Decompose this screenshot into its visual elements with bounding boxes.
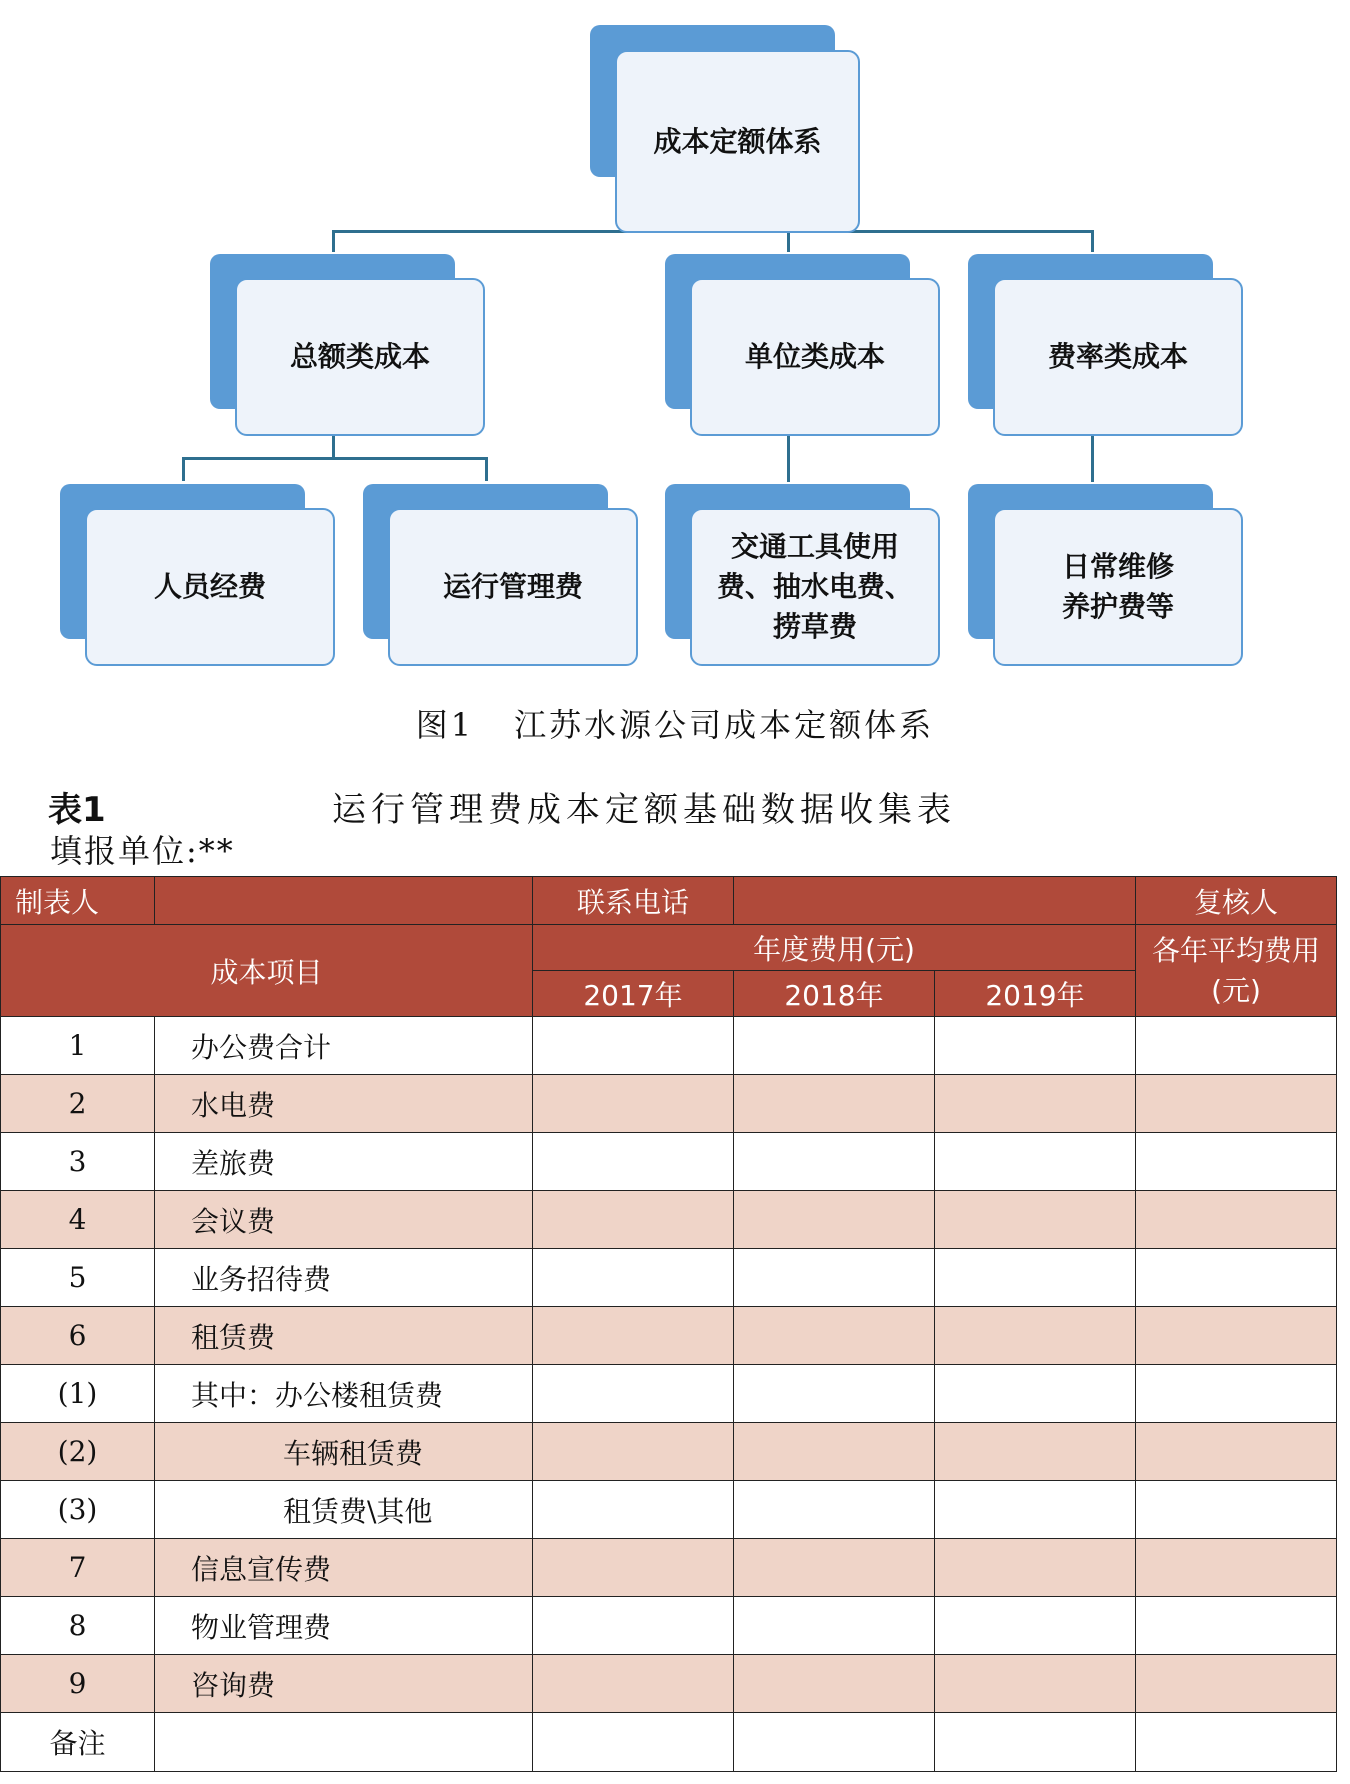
row-item: 租赁费\其他 (155, 1481, 533, 1539)
row-index: 3 (1, 1133, 155, 1191)
node-transport-label (690, 508, 940, 666)
phone-value (734, 877, 1136, 925)
cell-2019[interactable] (935, 1365, 1136, 1423)
cell-2019[interactable] (935, 1539, 1136, 1597)
row-item: 业务招待费 (155, 1249, 533, 1307)
row-index: (1) (1, 1365, 155, 1423)
cell-2018[interactable] (734, 1249, 935, 1307)
row-index: 9 (1, 1655, 155, 1713)
row-item: 其中：办公楼租赁费 (155, 1365, 533, 1423)
node-personnel-label: 人员经费 (85, 508, 335, 666)
cell-2018[interactable] (734, 1191, 935, 1249)
year-2019-header: 2019年 (935, 971, 1136, 1017)
row-item: 差旅费 (155, 1133, 533, 1191)
remarks-row (1, 1713, 1337, 1772)
connector (1091, 230, 1094, 252)
preparer-value (155, 877, 533, 925)
cell-2017[interactable] (533, 1133, 734, 1191)
cell-2017[interactable] (533, 1481, 734, 1539)
row-item: 信息宣传费 (155, 1539, 533, 1597)
cell-2019[interactable] (935, 1133, 1136, 1191)
cell-2017[interactable] (533, 1017, 734, 1075)
cell-2017[interactable] (533, 1655, 734, 1713)
cell-2018[interactable] (734, 1307, 935, 1365)
cell-2017[interactable] (533, 1597, 734, 1655)
node-maintenance-line-1: 日常维修 (1061, 550, 1174, 583)
connector (332, 434, 335, 459)
cell-2018[interactable] (734, 1017, 935, 1075)
table-row (1, 1539, 1337, 1597)
table-row (1, 1017, 1337, 1075)
header-row-top (1, 877, 1337, 925)
cost-item-header: 成本项目 (1, 925, 533, 1017)
cell-2019[interactable] (935, 1597, 1136, 1655)
cell-average[interactable] (1136, 1133, 1337, 1191)
figure-caption-text: 江苏水源公司成本定额体系 (514, 706, 935, 744)
cell-2019[interactable] (935, 1423, 1136, 1481)
cell-2018[interactable] (734, 1481, 935, 1539)
node-transport-line-3: 捞草费 (772, 610, 857, 643)
cell-average[interactable] (1136, 1307, 1337, 1365)
row-index: (2) (1, 1423, 155, 1481)
connector (1091, 434, 1094, 482)
connector (182, 457, 185, 481)
cell-2018[interactable] (734, 1133, 935, 1191)
cell-average[interactable] (1136, 1249, 1337, 1307)
row-index: 2 (1, 1075, 155, 1133)
phone-label: 联系电话 (533, 877, 734, 925)
preparer-label: 制表人 (1, 877, 155, 925)
cell-2019[interactable] (935, 1307, 1136, 1365)
cell-2017[interactable] (533, 1365, 734, 1423)
remarks-cell[interactable] (1136, 1713, 1337, 1772)
data-table (0, 876, 1337, 1772)
row-index: 4 (1, 1191, 155, 1249)
connector (787, 434, 790, 482)
cell-2019[interactable] (935, 1075, 1136, 1133)
row-item: 咨询费 (155, 1655, 533, 1713)
cell-2017[interactable] (533, 1191, 734, 1249)
connector (787, 230, 790, 252)
avg-cost-header-line-1: 各年平均费用 (1151, 933, 1320, 967)
node-root-label: 成本定额体系 (615, 50, 860, 233)
reviewer-label: 复核人 (1136, 877, 1337, 925)
table-row (1, 1307, 1337, 1365)
cell-average[interactable] (1136, 1597, 1337, 1655)
cell-2018[interactable] (734, 1539, 935, 1597)
remarks-label: 备注 (1, 1713, 155, 1772)
row-index: 1 (1, 1017, 155, 1075)
node-transport-line-2: 费、抽水电费、 (716, 570, 913, 603)
row-index: 6 (1, 1307, 155, 1365)
cell-average[interactable] (1136, 1191, 1337, 1249)
cell-average[interactable] (1136, 1075, 1337, 1133)
table-row (1, 1249, 1337, 1307)
figure-number: 图1 (415, 706, 475, 744)
year-2018-header: 2018年 (734, 971, 935, 1017)
table-row (1, 1133, 1337, 1191)
remarks-cell[interactable] (734, 1713, 935, 1772)
connector (182, 457, 488, 460)
remarks-cell[interactable] (935, 1713, 1136, 1772)
cell-2018[interactable] (734, 1423, 935, 1481)
cell-2017[interactable] (533, 1423, 734, 1481)
table-row (1, 1191, 1337, 1249)
row-item: 办公费合计 (155, 1017, 533, 1075)
remarks-cell[interactable] (155, 1713, 533, 1772)
connector (332, 230, 335, 252)
cell-2019[interactable] (935, 1191, 1136, 1249)
table-row (1, 1075, 1337, 1133)
row-item: 会议费 (155, 1191, 533, 1249)
row-index: 8 (1, 1597, 155, 1655)
cell-2017[interactable] (533, 1539, 734, 1597)
node-transport-line-1: 交通工具使用 (730, 530, 899, 563)
cell-average[interactable] (1136, 1539, 1337, 1597)
node-maintenance-line-2: 养护费等 (1061, 590, 1174, 623)
connector (485, 457, 488, 481)
header-row-mid (1, 925, 1337, 971)
cell-2018[interactable] (734, 1655, 935, 1713)
table-label: 表1 (48, 790, 106, 830)
cell-2017[interactable] (533, 1075, 734, 1133)
row-index: (3) (1, 1481, 155, 1539)
cell-average[interactable] (1136, 1423, 1337, 1481)
table-row (1, 1365, 1337, 1423)
cell-2017[interactable] (533, 1307, 734, 1365)
node-maintenance-label (993, 508, 1243, 666)
node-total-cost-label: 总额类成本 (235, 278, 485, 436)
org-chart (0, 0, 1350, 760)
figure-caption (0, 700, 1350, 746)
cell-2017[interactable] (533, 1249, 734, 1307)
cell-average[interactable] (1136, 1655, 1337, 1713)
filling-unit: 填报单位:** (50, 832, 235, 870)
table-title: 运行管理费成本定额基础数据收集表 (332, 790, 956, 830)
node-rate-cost-label: 费率类成本 (993, 278, 1243, 436)
row-index: 5 (1, 1249, 155, 1307)
cell-2019[interactable] (935, 1481, 1136, 1539)
annual-cost-header: 年度费用(元) (533, 925, 1136, 971)
avg-cost-header-line-2: (元) (1211, 973, 1261, 1007)
table-row (1, 1423, 1337, 1481)
cell-average[interactable] (1136, 1481, 1337, 1539)
cell-2018[interactable] (734, 1597, 935, 1655)
row-item: 物业管理费 (155, 1597, 533, 1655)
cell-2018[interactable] (734, 1075, 935, 1133)
row-item: 水电费 (155, 1075, 533, 1133)
row-index: 7 (1, 1539, 155, 1597)
node-operation-label: 运行管理费 (388, 508, 638, 666)
cell-2018[interactable] (734, 1365, 935, 1423)
row-item: 车辆租赁费 (155, 1423, 533, 1481)
year-2017-header: 2017年 (533, 971, 734, 1017)
cell-2019[interactable] (935, 1249, 1136, 1307)
row-item: 租赁费 (155, 1307, 533, 1365)
remarks-cell[interactable] (533, 1713, 734, 1772)
node-unit-cost-label: 单位类成本 (690, 278, 940, 436)
avg-cost-header (1136, 925, 1337, 1017)
cell-2019[interactable] (935, 1655, 1136, 1713)
cell-average[interactable] (1136, 1017, 1337, 1075)
table-row (1, 1597, 1337, 1655)
cell-2019[interactable] (935, 1017, 1136, 1075)
cell-average[interactable] (1136, 1365, 1337, 1423)
table-row (1, 1481, 1337, 1539)
table-row (1, 1655, 1337, 1713)
